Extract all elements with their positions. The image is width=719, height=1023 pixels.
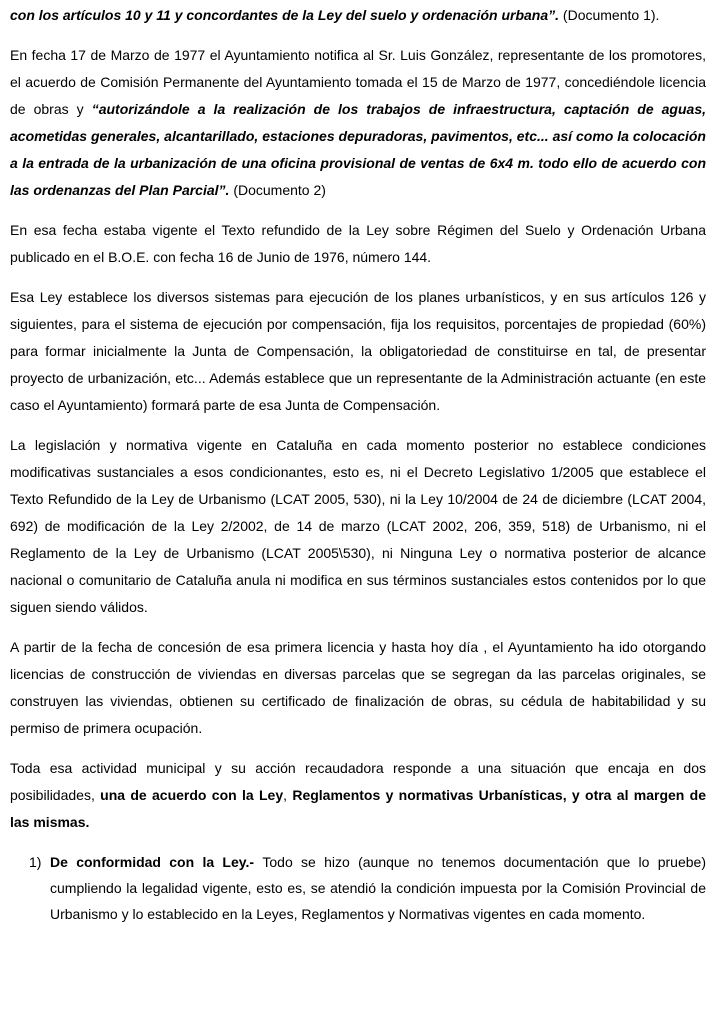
text-run: Esa Ley establece los diversos sistemas para ejecución de los planes urbanísticos, y en sus artículos 126 y siguientes, para el sistema de ejecución por compensación, fija los requisitos, porcentajes de propiedad (60%) para formar inicialmente la Junta de Compensación, la obligatoriedad de constituirse en tal, de presentar proyecto de urbanización, etc... Además establece que un representante de la Administración actuante (en este caso el Ayuntamiento) formará parte de esa Junta de Compensación. [10,289,706,413]
text-run: Reglamentos y normativas Urbanísticas, y otra al margen de las mismas. [10,787,707,830]
paragraph [10,217,706,271]
text-run: (Documento 1). [559,7,660,23]
paragraph [10,284,706,419]
text-run: La legislación y normativa vigente en Cataluña en cada momento posterior no establece condiciones modificativas sustanciales a esos condicionantes, esto es, ni el Decreto Legislativo 1/2005 que establece el Texto Refundido de la Ley de Urbanismo (LCAT 2005, 530), ni la Ley 10/2004 de 24 de diciembre (LCAT 2004, 692) de modificación de la Ley 2/2002, de 14 de marzo (LCAT 2002, 206, 359, 518) de Urbanismo, ni el Reglamento de la Ley de Urbanismo (LCAT 2005\530), ni Ninguna Ley o normativa posterior de alcance nacional o comunitario de Cataluña anula ni modifica en sus términos sustanciales estos contenidos por lo que siguen siendo válidos. [10,437,706,615]
text-run: Todo se hizo (aunque no tenemos documentación que lo pruebe) cumpliendo la legalidad vigente, esto es, se atendió la condición impuesta por la Comisión Provincial de Urbanismo y lo establecido en la Leyes, Reglamentos y Normativas vigentes en cada momento. [50,854,706,922]
paragraph [10,755,706,836]
list-item [29,849,706,927]
text-run: , [283,787,293,803]
paragraph [10,42,706,204]
text-run: con los artículos 10 y 11 y concordantes de la Ley del suelo y ordenación urbana”. [10,7,560,23]
list-item-text [50,849,706,927]
text-run: (Documento 2) [229,182,326,198]
paragraph [10,2,706,29]
text-run: “autorizándole a la realización de los trabajos de infraestructura, captación de aguas, acometidas generales, alcantarillado, estaciones depuradoras, pavimentos, etc... así como la colocación a la entrada de la urbanización de una oficina provisional de ventas de 6x4 m. todo ello de acuerdo con las ordenanzas del Plan Parcial”. [10,101,706,198]
paragraph [10,634,706,742]
text-run: En esa fecha estaba vigente el Texto refundido de la Ley sobre Régimen del Suelo y Ordenación Urbana publicado en el B.O.E. con fecha 16 de Junio de 1976, número 144. [10,222,706,265]
text-run: Toda esa actividad municipal y su acción recaudadora responde a una situación que encaja en dos posibilidades, [10,760,706,803]
text-run: De conformidad con la Ley.- [50,854,263,870]
paragraph [10,432,706,621]
text-run: En fecha 17 de Marzo de 1977 el Ayuntamiento notifica al Sr. Luis González, representante de los promotores, el acuerdo de Comisión Permanente del Ayuntamiento tomada el 15 de Marzo de 1977, concediéndole licencia de obras y [10,47,706,117]
document-body [10,2,706,927]
list-marker: 1) [29,854,42,870]
text-run: A partir de la fecha de concesión de esa primera licencia y hasta hoy día , el Ayuntamiento ha ido otorgando licencias de construcción de viviendas en diversas parcelas que se segregan da las parcelas originales, se construyen las viviendas, obtienen su certificado de finalización de obras, su cédula de habitabilidad y su permiso de primera ocupación. [10,639,706,736]
text-run: una de acuerdo con la Ley [100,787,284,803]
